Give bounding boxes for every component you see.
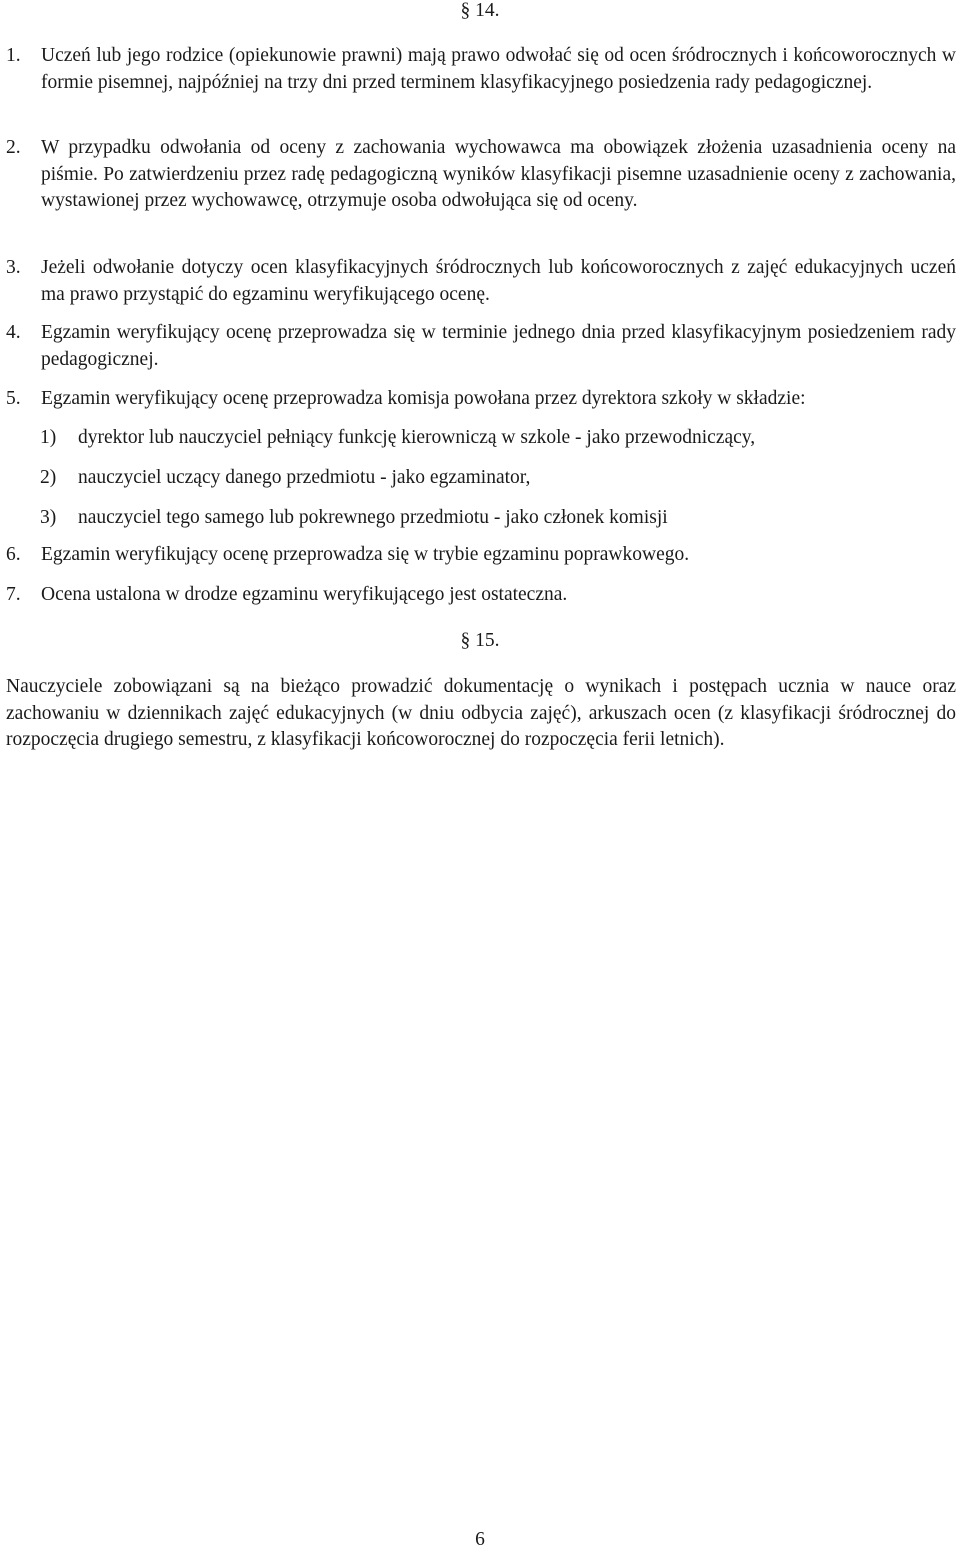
list-item-number: 6. [6,544,21,565]
section-15-heading: § 15. [460,630,500,651]
section-15-paragraph: Nauczyciele zobowiązani są na bieżąco prowadzić dokumentację o wynikach i postępach ucznia w nauce oraz zachowaniu w dziennikach zajęć edukacyjnych (w dniu odbycia zajęć), arkuszach ocen (z klasyfikacji śródrocznej do rozpoczęcia drugiego semestru, z klasyfikacji końcoworocznej do rozpoczęcia ferii letnich). [6,676,956,750]
list-item-text: Egzamin weryfikujący ocenę przeprowadza się w trybie egzaminu poprawkowego. [41,544,690,565]
sub-list-item [40,505,950,532]
sub-list-item [40,465,950,492]
list-item [6,386,956,413]
list-item-number: 1. [6,45,21,66]
list-item-number: 7. [6,584,21,605]
list-item-text: Ocena ustalona w drodze egzaminu weryfikującego jest ostateczna. [41,584,568,605]
list-item-number: 5. [6,388,21,409]
list-item-text: Uczeń lub jego rodzice (opiekunowie prawni) mają prawo odwołać się od ocen śródrocznych i końcoworocznych w formie pisemnej, najpóźniej na trzy dni przed terminem klasyfikacyjnego posiedzenia rady pedagogicznej. [41,45,956,93]
list-item [6,43,956,96]
list-item-text: Jeżeli odwołanie dotyczy ocen klasyfikacyjnych śródrocznych lub końcoworocznych z zajęć edukacyjnych uczeń ma prawo przystąpić do egzaminu weryfikującego ocenę. [41,257,956,305]
list-item-text: W przypadku odwołania od oceny z zachowania wychowawca ma obowiązek złożenia uzasadnienia oceny na piśmie. Po zatwierdzeniu przez radę pedagogiczną wyników klasyfikacji pisemne uzasadnienie oceny z zachowania, wystawionej przez wychowawcę, otrzymuje osoba odwołująca się od oceny. [41,137,956,211]
list-item [6,582,956,609]
sub-list-item-text: nauczyciel tego samego lub pokrewnego przedmiotu - jako członek komisji [78,507,668,528]
page-number: 6 [475,1529,485,1550]
list-item [6,255,956,308]
list-item-number: 4. [6,322,21,343]
list-item-text: Egzamin weryfikujący ocenę przeprowadza się w terminie jednego dnia przed klasyfikacyjnym posiedzeniem rady pedagogicznej. [41,322,956,370]
sub-list-item-text: nauczyciel uczący danego przedmiotu - jako egzaminator, [78,467,531,488]
sub-list-item-number: 1) [40,427,57,448]
sub-list-item-text: dyrektor lub nauczyciel pełniący funkcję kierowniczą w szkole - jako przewodniczący, [78,427,756,448]
sub-list-item-number: 2) [40,467,57,488]
list-item [6,542,956,569]
list-item [6,135,956,215]
sub-list-item [40,425,950,452]
list-item-text: Egzamin weryfikujący ocenę przeprowadza komisja powołana przez dyrektora szkoły w składzie: [41,388,806,409]
list-item-number: 3. [6,257,21,278]
list-item [6,320,956,373]
list-item-number: 2. [6,137,21,158]
section-14-heading: § 14. [460,0,500,21]
sub-list-item-number: 3) [40,507,57,528]
